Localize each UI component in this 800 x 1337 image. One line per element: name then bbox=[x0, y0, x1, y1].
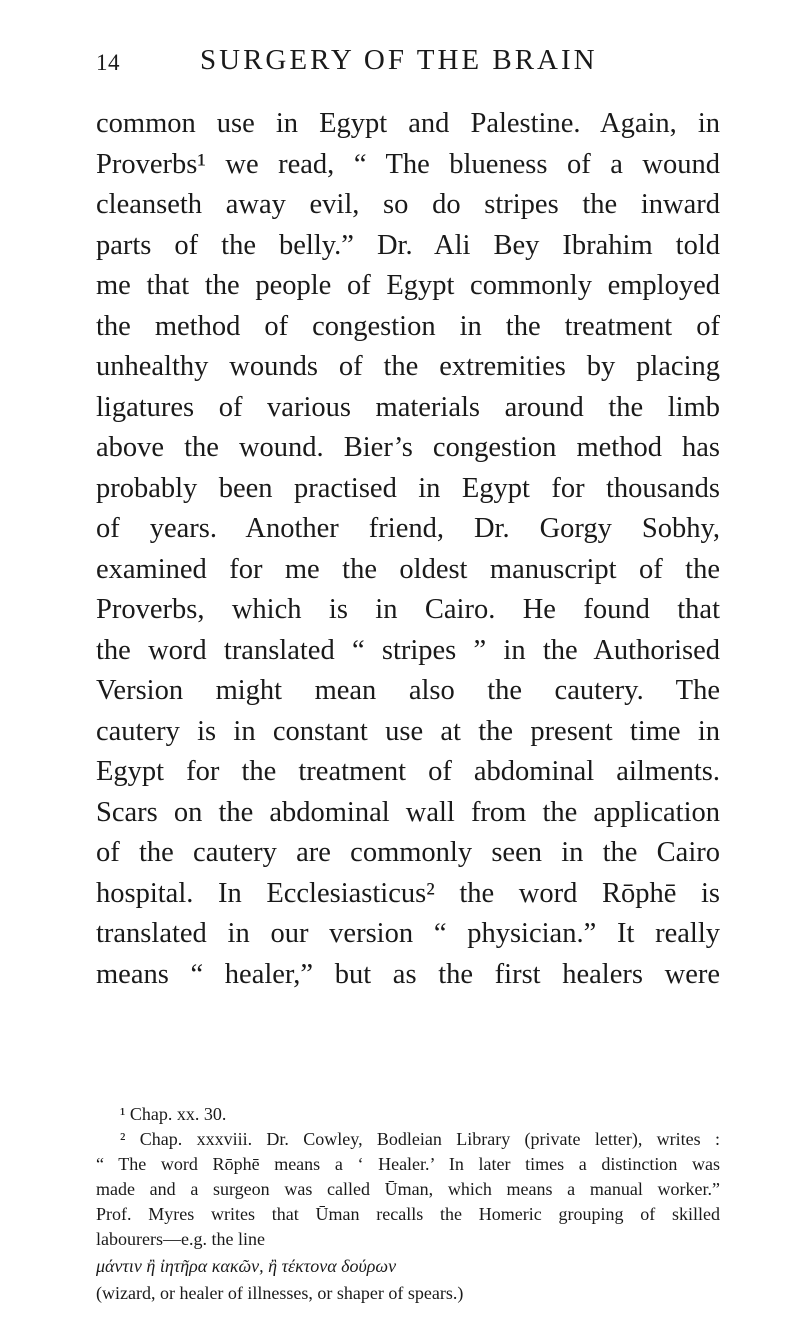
text-line: Proverbs¹ we read, “ The blueness of a wound bbox=[96, 148, 720, 180]
footnote-line: “ The word Rōphē means a ‘ Healer.’ In later times a distinction was bbox=[96, 1154, 720, 1174]
footnote-line: made and a surgeon was called Ūman, which means a manual worker.” bbox=[96, 1179, 720, 1199]
text-line: probably been practised in Egypt for thousands bbox=[96, 472, 720, 504]
footnote-1: ¹ Chap. xx. 30. bbox=[120, 1104, 227, 1124]
text-line: means “ healer,” but as the first healers were bbox=[96, 958, 720, 990]
text-line: Version might mean also the cautery. The bbox=[96, 675, 720, 706]
body-text bbox=[96, 104, 720, 995]
text-line: parts of the belly.” Dr. Ali Bey Ibrahim told bbox=[96, 229, 720, 261]
text-line: hospital. In Ecclesiasticus² the word Rōphē is bbox=[96, 877, 720, 909]
page-number: 14 bbox=[96, 50, 120, 75]
footnote-2: ² Chap. xxxviii. Dr. Cowley, Bodleian Library (private letter), writes : bbox=[120, 1129, 720, 1149]
text-line: cleanseth away evil, so do stripes the inward bbox=[96, 189, 720, 220]
running-title: SURGERY OF THE BRAIN bbox=[200, 44, 598, 76]
text-line: me that the people of Egypt commonly employed bbox=[96, 270, 720, 301]
text-line: Egypt for the treatment of abdominal ailments. bbox=[96, 756, 720, 787]
text-line: ligatures of various materials around the limb bbox=[96, 391, 720, 423]
text-line: above the wound. Bier’s congestion method has bbox=[96, 432, 720, 463]
text-line: translated in our version “ physician.” It really bbox=[96, 918, 720, 949]
text-line: the word translated “ stripes ” in the Authorised bbox=[96, 634, 720, 666]
text-line: the method of congestion in the treatment of bbox=[96, 310, 720, 342]
footnote-line: labourers—e.g. the line bbox=[96, 1229, 265, 1249]
text-line: cautery is in constant use at the present time in bbox=[96, 715, 720, 747]
text-line: Scars on the abdominal wall from the application bbox=[96, 796, 720, 828]
footnotes bbox=[96, 1102, 720, 1306]
text-line: of years. Another friend, Dr. Gorgy Sobhy, bbox=[96, 513, 720, 544]
footnote-translation: (wizard, or healer of illnesses, or shaper of spears.) bbox=[96, 1283, 464, 1303]
text-line: of the cautery are commonly seen in the Cairo bbox=[96, 837, 720, 868]
text-line: unhealthy wounds of the extremities by placing bbox=[96, 351, 720, 382]
text-line: examined for me the oldest manuscript of the bbox=[96, 553, 720, 585]
text-line: common use in Egypt and Palestine. Again, in bbox=[96, 108, 720, 139]
footnote-line: Prof. Myres writes that Ūman recalls the Homeric grouping of skilled bbox=[96, 1204, 720, 1224]
page-header bbox=[96, 44, 716, 84]
greek-quotation: μάντιν ἢ ἰητῆρα κακῶν, ἢ τέκτονα δούρων bbox=[96, 1256, 397, 1276]
text-line: Proverbs, which is in Cairo. He found that bbox=[96, 594, 720, 625]
